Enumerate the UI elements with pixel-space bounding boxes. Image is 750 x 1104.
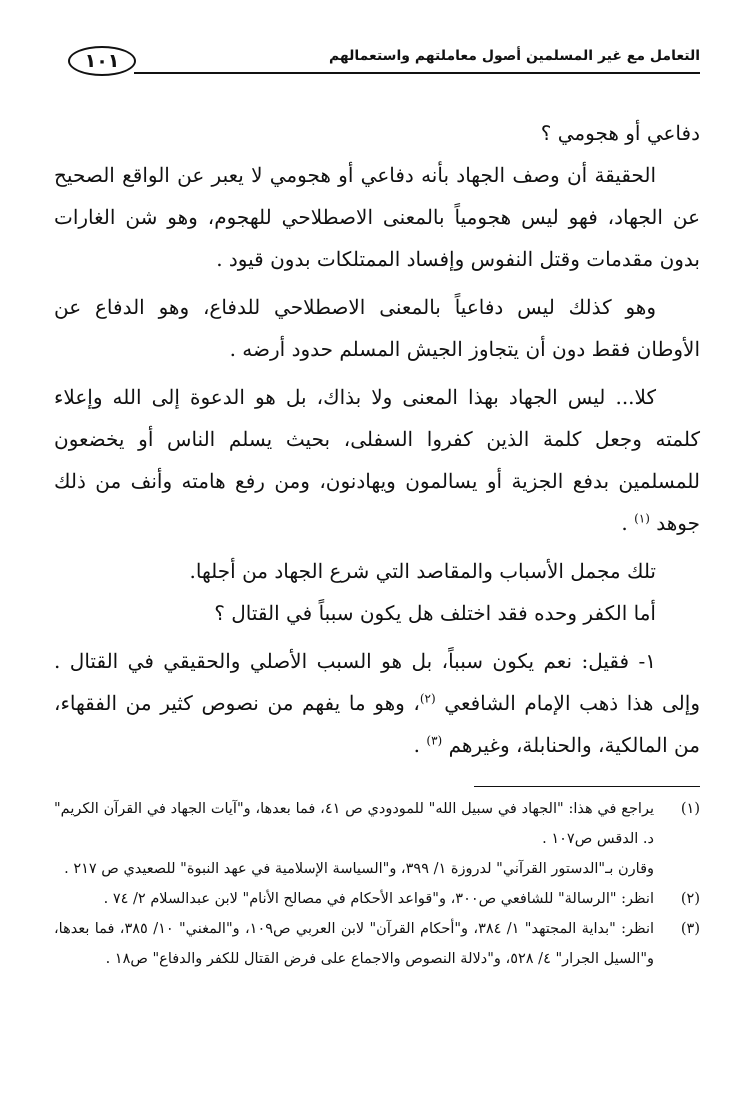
footnotes — [54, 794, 700, 974]
page-number: ١٠١ — [68, 46, 136, 76]
footnote-text: انظر: "الرسالة" للشافعي ص٣٠٠، و"قواعد الأحكام في مصالح الأنام" لابن عبدالسلام ٢/ ٧٤ . — [103, 891, 654, 907]
footnote — [54, 884, 700, 914]
footnote-text: يراجع في هذا: "الجهاد في سبيل الله" للمودودي ص ٤١، فما بعدها، و"آيات الجهاد في القرآن الكريم" د. الدقس ص١٠٧ . — [54, 801, 654, 847]
footnote — [54, 914, 700, 974]
footnote — [54, 854, 700, 884]
paragraph-text: ١- فقيل: نعم يكون سبباً، بل هو السبب الأصلي والحقيقي في القتال . وإلى هذا ذهب الإمام الشافعي — [54, 649, 700, 715]
footnote-number: (١) — [680, 801, 700, 817]
paragraph-text: ، وهو ما يفهم من نصوص كثير من الفقهاء، من المالكية، والحنابلة، وغيرهم — [54, 691, 700, 757]
paragraph-text: . — [621, 511, 635, 535]
paragraph: أما الكفر وحده فقد اختلف هل يكون سبباً في القتال ؟ — [214, 601, 656, 625]
footnote-number: (٢) — [680, 891, 700, 907]
running-header — [70, 44, 700, 80]
footnote-ref: (١) — [634, 511, 650, 526]
paragraph-text: . — [413, 733, 427, 757]
paragraph: وهو كذلك ليس دفاعياً بالمعنى الاصطلاحي للدفاع، وهو الدفاع عن الأوطان فقط دون أن يتجاوز الجيش المسلم حدود أرضه . — [54, 295, 700, 361]
paragraph: الحقيقة أن وصف الجهاد بأنه دفاعي أو هجومي لا يعبر عن الواقع الصحيح عن الجهاد، فهو ليس هجومياً بالمعنى الاصطلاحي للهجوم، وهو شن الغارات بدون مقدمات وقتل النفوس وإفساد الممتلكات بدون قيود . — [54, 163, 700, 271]
paragraph — [54, 376, 700, 544]
footnote-text: وقارن بـ"الدستور القرآني" لدروزة ١/ ٣٩٩، و"السياسة الإسلامية في عهد النبوة" للصعيدي ص ٢١٧ . — [64, 861, 654, 877]
footnote-ref: (٣) — [426, 733, 443, 748]
paragraph — [54, 640, 700, 766]
footnote-number: (٣) — [680, 921, 700, 937]
footnote-ref: (٢) — [419, 691, 436, 706]
footnote-separator — [474, 786, 700, 787]
running-header-title: التعامل مع غير المسلمين أصول معاملتهم واستعمالهم — [328, 48, 700, 64]
footnote — [54, 794, 700, 854]
paragraph-text: كلا... ليس الجهاد بهذا المعنى ولا بذاك، بل هو الدعوة إلى الله وإعلاء كلمته وجعل كلمة الذين كفروا السفلى، بحيث يسلم الناس أو يخضعون للمسلمين بدفع الجزية أو يسالمون ويهادنون، ومن رفع هامته وأنف من ذلك جوهد — [54, 385, 700, 535]
header-rule — [134, 72, 700, 74]
paragraph: تلك مجمل الأسباب والمقاصد التي شرع الجهاد من أجلها. — [189, 559, 656, 583]
section-heading: دفاعي أو هجومي ؟ — [540, 121, 700, 145]
main-text — [54, 112, 700, 766]
footnote-text: انظر: "بداية المجتهد" ١/ ٣٨٤، و"أحكام القرآن" لابن العربي ص١٠٩، و"المغني" ١٠/ ٣٨٥، فما بعدها، و"السيل الجرار" ٤/ ٥٢٨، و"دلالة النصوص والاجماع على فرض القتال للكفر والدفاع" ص١٨ . — [54, 921, 655, 967]
